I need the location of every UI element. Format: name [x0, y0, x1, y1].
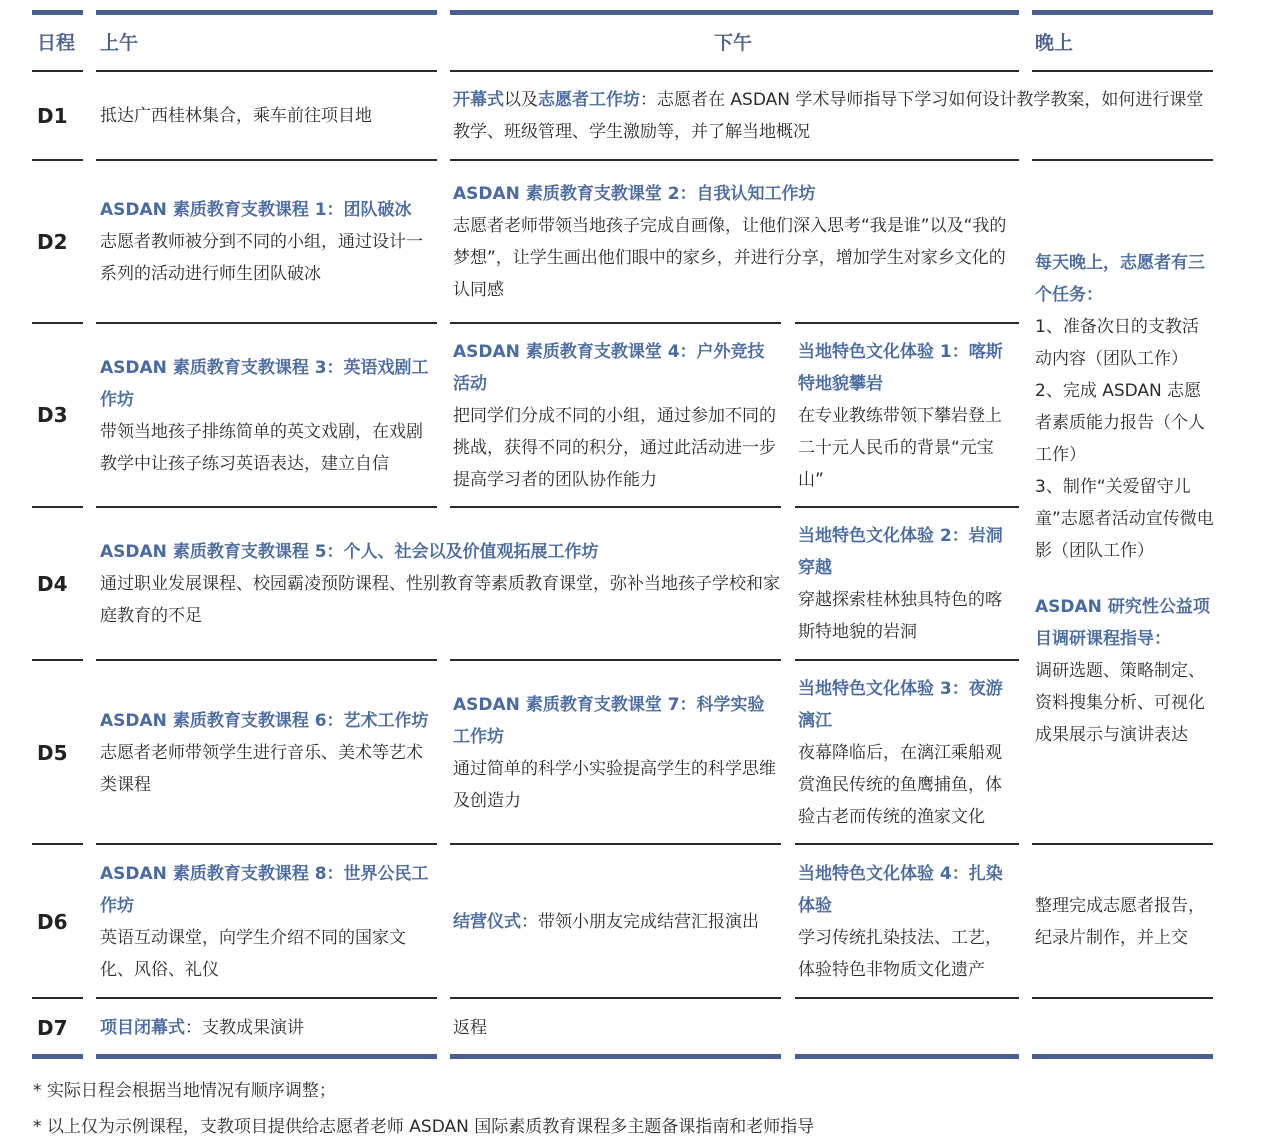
row-rule: [32, 659, 83, 661]
row-rule: [1032, 997, 1213, 999]
row-rule: [96, 659, 437, 661]
row-rule: [96, 843, 437, 845]
d6-morning: [100, 858, 437, 986]
bottom-rule: [96, 1054, 437, 1059]
d3-afternoon-2-title: 当地特色文化体验 1：喀斯特地貌攀岩: [798, 342, 1003, 394]
day-label-d2: D2: [37, 230, 68, 254]
bottom-rule: [32, 1054, 83, 1059]
row-rule: [450, 506, 781, 508]
d3-afternoon-1-title: ASDAN 素质教育支教课堂 4：户外竞技活动: [453, 342, 765, 394]
d3-morning-title: ASDAN 素质教育支教课程 3：英语戏剧工作坊: [100, 358, 429, 410]
row-rule: [450, 322, 781, 324]
row-rule: [32, 843, 83, 845]
header-afternoon: 下午: [714, 32, 753, 54]
d5-afternoon-1-body: 通过简单的科学小实验提高学生的科学思维及创造力: [453, 759, 776, 811]
row-rule: [795, 506, 1019, 508]
d7-afternoon: 返程: [453, 1018, 487, 1038]
row-rule: [32, 322, 83, 324]
d2-afternoon-body: 志愿者老师带领当地孩子完成自画像，让他们深入思考“我是谁”以及“我的梦想”，让学生画出他们眼中的家乡，并进行分享，增加学生对家乡文化的认同感: [453, 216, 1007, 300]
d2-morning-body: 志愿者教师被分到不同的小组，通过设计一系列的活动进行师生团队破冰: [100, 232, 423, 284]
d5-afternoon-2-title: 当地特色文化体验 3：夜游漓江: [798, 679, 1003, 731]
row-rule: [795, 997, 1019, 999]
d3-afternoon-2-body: 在专业教练带领下攀岩登上二十元人民币的背景“元宝山”: [798, 406, 1002, 490]
d4-afternoon-2: [798, 520, 1018, 648]
d4-morning-afternoon: [100, 536, 782, 632]
row-rule: [450, 659, 781, 661]
evening-tasks: [1035, 247, 1215, 751]
evening-task-3: 3、制作“关爱留守儿童”志愿者活动宣传微电影（团队工作）: [1035, 477, 1214, 561]
row-rule: [795, 322, 1019, 324]
row-rule: [450, 997, 781, 999]
d4-afternoon-2-body: 穿越探索桂林独具特色的喀斯特地貌的岩洞: [798, 590, 1002, 642]
d3-afternoon-2: [798, 336, 1018, 496]
header-rule: [450, 70, 1019, 72]
d6-morning-body: 英语互动课堂，向学生介绍不同的国家文化、风俗、礼仪: [100, 928, 406, 980]
row-rule: [32, 159, 83, 161]
d4-body: 通过职业发展课程、校园霸凌预防课程、性别教育等素质教育课堂，弥补当地孩子学校和家庭教育的不足: [100, 574, 780, 626]
row-rule: [96, 506, 437, 508]
day-label-d1: D1: [37, 104, 68, 128]
day-label-d5: D5: [37, 741, 68, 765]
evening-task-2: 2、完成 ASDAN 志愿者素质能力报告（个人工作）: [1035, 381, 1205, 465]
d1-workshop-title: 志愿者工作坊: [538, 90, 640, 110]
top-rule-morning: [96, 10, 437, 15]
header-rule: [32, 70, 83, 72]
d1-and-text: 以及: [504, 90, 538, 110]
d1-opening-title: 开幕式: [453, 90, 504, 110]
row-rule: [1032, 159, 1213, 161]
row-rule: [96, 322, 437, 324]
d3-afternoon-1-body: 把同学们分成不同的小组，通过参加不同的挑战，获得不同的积分，通过此活动进一步提高学习者的团队协作能力: [453, 406, 776, 490]
day-label-d4: D4: [37, 572, 68, 596]
d1-afternoon: [453, 84, 1215, 148]
d3-morning-body: 带领当地孩子排练简单的英文戏剧，在戏剧教学中让孩子练习英语表达，建立自信: [100, 422, 423, 474]
d1-afternoon-body: ：志愿者在 ASDAN 学术导师指导下学习如何设计教学教案，如何进行课堂教学、班级管理、学生激励等，并了解当地概况: [453, 90, 1204, 142]
evening-title: 每天晚上，志愿者有三个任务：: [1035, 253, 1205, 305]
header-rule: [1032, 70, 1213, 72]
d6-afternoon-2-body: 学习传统扎染技法、工艺，体验特色非物质文化遗产: [798, 928, 1002, 980]
day-label-d3: D3: [37, 403, 68, 427]
row-rule: [450, 843, 781, 845]
row-rule: [96, 997, 437, 999]
row-rule: [1032, 843, 1213, 845]
top-rule-evening: [1032, 10, 1213, 15]
d7-closing-title: 项目闭幕式: [100, 1018, 185, 1038]
header-schedule: 日程: [37, 32, 76, 54]
d4-afternoon-2-title: 当地特色文化体验 2：岩洞穿越: [798, 526, 1003, 578]
bottom-rule: [1032, 1054, 1213, 1059]
bottom-rule: [795, 1054, 1019, 1059]
d4-title: ASDAN 素质教育支教课程 5：个人、社会以及价值观拓展工作坊: [100, 542, 599, 562]
top-rule-schedule: [32, 10, 83, 15]
day-label-d7: D7: [37, 1016, 68, 1040]
header-rule: [96, 70, 437, 72]
d6-closing-title: 结营仪式: [453, 912, 521, 932]
day-label-d6: D6: [37, 910, 68, 934]
d6-afternoon-1: [453, 906, 783, 938]
row-rule: [795, 659, 1019, 661]
evening-research-title: ASDAN 研究性公益项目调研课程指导：: [1035, 597, 1210, 649]
row-rule: [795, 843, 1019, 845]
bottom-rule: [450, 1054, 781, 1059]
d2-morning: [100, 194, 437, 290]
d2-afternoon: [453, 178, 1019, 306]
d5-morning: [100, 705, 437, 801]
d3-morning: [100, 352, 437, 480]
header-morning: 上午: [100, 32, 139, 54]
d5-afternoon-1: [453, 689, 780, 817]
d5-afternoon-2: [798, 673, 1018, 833]
row-rule: [32, 997, 83, 999]
d2-afternoon-title: ASDAN 素质教育支教课堂 2：自我认知工作坊: [453, 184, 816, 204]
footnote-2: * 以上仅为示例课程，支教项目提供给志愿者老师 ASDAN 国际素质教育课程多主题备课指南和老师指导: [33, 1117, 815, 1137]
d1-morning: 抵达广西桂林集合，乘车前往项目地: [100, 106, 372, 126]
row-rule: [32, 506, 83, 508]
footnote-1: * 实际日程会根据当地情况有顺序调整；: [33, 1081, 336, 1101]
d5-morning-body: 志愿者老师带领学生进行音乐、美术等艺术类课程: [100, 743, 423, 795]
evening-research-body: 调研选题、策略制定、资料搜集分析、可视化成果展示与演讲表达: [1035, 661, 1205, 745]
d5-afternoon-2-body: 夜幕降临后，在漓江乘船观赏渔民传统的鱼鹰捕鱼，体验古老而传统的渔家文化: [798, 743, 1002, 827]
top-rule-afternoon: [450, 10, 1019, 15]
row-rule: [96, 159, 437, 161]
d2-morning-title: ASDAN 素质教育支教课程 1：团队破冰: [100, 200, 412, 220]
d5-morning-title: ASDAN 素质教育支教课程 6：艺术工作坊: [100, 711, 429, 731]
header-evening: 晚上: [1035, 32, 1074, 54]
d6-evening: 整理完成志愿者报告，纪录片制作，并上交: [1035, 896, 1205, 948]
d6-afternoon-2-title: 当地特色文化体验 4：扎染体验: [798, 864, 1003, 916]
d6-morning-title: ASDAN 素质教育支教课程 8：世界公民工作坊: [100, 864, 429, 916]
d7-morning: [100, 1012, 437, 1044]
row-rule: [450, 159, 1019, 161]
d6-afternoon-2: [798, 858, 1018, 986]
d7-closing-body: ：支教成果演讲: [185, 1018, 304, 1038]
d5-afternoon-1-title: ASDAN 素质教育支教课堂 7：科学实验工作坊: [453, 695, 765, 747]
d6-closing-body: ：带领小朋友完成结营汇报演出: [521, 912, 759, 932]
evening-task-1: 1、准备次日的支教活动内容（团队工作）: [1035, 317, 1199, 369]
d3-afternoon-1: [453, 336, 780, 496]
